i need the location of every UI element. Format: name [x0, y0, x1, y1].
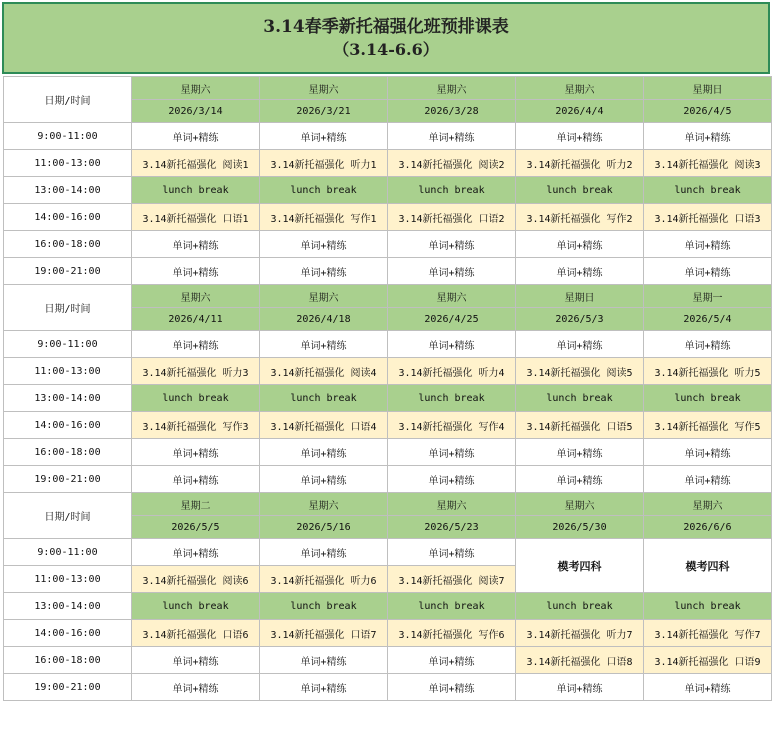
study-cell[interactable]: 单词+精练 [388, 123, 516, 150]
time-slot-cell[interactable]: 14:00-16:00 [4, 620, 132, 647]
course-cell[interactable]: 3.14新托福强化 阅读2 [388, 150, 516, 177]
mock-exam-cell[interactable]: 模考四科 [516, 539, 644, 593]
lunch-break-cell[interactable]: lunch break [388, 177, 516, 204]
date-cell[interactable]: 2026/3/28 [388, 100, 516, 123]
lunch-break-cell[interactable]: lunch break [516, 593, 644, 620]
course-cell[interactable]: 3.14新托福强化 口语8 [516, 647, 644, 674]
date-cell[interactable]: 2026/5/3 [516, 308, 644, 331]
table-row [4, 204, 772, 231]
weekday-cell[interactable]: 星期六 [516, 493, 644, 516]
weekday-cell[interactable]: 星期六 [388, 493, 516, 516]
date-cell[interactable]: 2026/3/21 [260, 100, 388, 123]
course-cell[interactable]: 3.14新托福强化 写作5 [644, 412, 772, 439]
lunch-break-cell[interactable]: lunch break [516, 385, 644, 412]
table-row [4, 647, 772, 674]
lunch-break-cell[interactable]: lunch break [388, 385, 516, 412]
title-line-2: （3.14-6.6） [333, 40, 439, 59]
date-cell[interactable]: 2026/5/4 [644, 308, 772, 331]
course-cell[interactable]: 3.14新托福强化 写作1 [260, 204, 388, 231]
weekday-row [4, 493, 772, 516]
course-cell[interactable]: 3.14新托福强化 听力6 [260, 566, 388, 593]
time-slot-cell[interactable]: 9:00-11:00 [4, 123, 132, 150]
table-row [4, 358, 772, 385]
date-cell[interactable]: 2026/4/18 [260, 308, 388, 331]
weekday-cell[interactable]: 星期六 [260, 285, 388, 308]
course-cell[interactable]: 3.14新托福强化 写作4 [388, 412, 516, 439]
course-cell[interactable]: 3.14新托福强化 口语6 [132, 620, 260, 647]
study-cell[interactable]: 单词+精练 [516, 674, 644, 701]
schedule-table [3, 76, 772, 701]
study-cell[interactable]: 单词+精练 [516, 466, 644, 493]
weekday-cell[interactable]: 星期一 [644, 285, 772, 308]
table-row [4, 177, 772, 204]
course-cell[interactable]: 3.14新托福强化 听力5 [644, 358, 772, 385]
study-cell[interactable]: 单词+精练 [260, 231, 388, 258]
lunch-break-cell[interactable]: lunch break [132, 385, 260, 412]
study-cell[interactable]: 单词+精练 [260, 466, 388, 493]
time-slot-cell[interactable]: 16:00-18:00 [4, 439, 132, 466]
course-cell[interactable]: 3.14新托福强化 阅读7 [388, 566, 516, 593]
weekday-cell[interactable]: 星期六 [388, 77, 516, 100]
study-cell[interactable]: 单词+精练 [132, 258, 260, 285]
weekday-cell[interactable]: 星期六 [132, 77, 260, 100]
date-cell[interactable]: 2026/4/11 [132, 308, 260, 331]
lunch-break-cell[interactable]: lunch break [516, 177, 644, 204]
table-row [4, 620, 772, 647]
lunch-break-cell[interactable]: lunch break [132, 177, 260, 204]
lunch-break-cell[interactable]: lunch break [260, 385, 388, 412]
course-cell[interactable]: 3.14新托福强化 口语9 [644, 647, 772, 674]
time-slot-cell[interactable]: 11:00-13:00 [4, 566, 132, 593]
lunch-break-cell[interactable]: lunch break [644, 593, 772, 620]
study-cell[interactable]: 单词+精练 [516, 123, 644, 150]
study-cell[interactable]: 单词+精练 [260, 331, 388, 358]
study-cell[interactable]: 单词+精练 [388, 258, 516, 285]
mock-exam-cell[interactable]: 模考四科 [644, 539, 772, 593]
study-cell[interactable]: 单词+精练 [388, 439, 516, 466]
course-cell[interactable]: 3.14新托福强化 写作3 [132, 412, 260, 439]
study-cell[interactable]: 单词+精练 [516, 439, 644, 466]
schedule-title [2, 2, 770, 74]
study-cell[interactable]: 单词+精练 [132, 231, 260, 258]
study-cell[interactable]: 单词+精练 [260, 439, 388, 466]
study-cell[interactable]: 单词+精练 [516, 331, 644, 358]
study-cell[interactable]: 单词+精练 [132, 123, 260, 150]
table-row [4, 231, 772, 258]
date-cell[interactable]: 2026/5/5 [132, 516, 260, 539]
date-cell[interactable]: 2026/5/16 [260, 516, 388, 539]
study-cell[interactable]: 单词+精练 [260, 258, 388, 285]
table-row [4, 123, 772, 150]
time-slot-cell[interactable]: 13:00-14:00 [4, 385, 132, 412]
date-time-header[interactable]: 日期/时间 [4, 77, 132, 123]
course-cell[interactable]: 3.14新托福强化 听力3 [132, 358, 260, 385]
course-cell[interactable]: 3.14新托福强化 阅读4 [260, 358, 388, 385]
date-cell[interactable]: 2026/6/6 [644, 516, 772, 539]
date-cell[interactable]: 2026/5/30 [516, 516, 644, 539]
table-row [4, 539, 772, 566]
weekday-cell[interactable]: 星期六 [132, 285, 260, 308]
course-cell[interactable]: 3.14新托福强化 听力7 [516, 620, 644, 647]
course-cell[interactable]: 3.14新托福强化 口语7 [260, 620, 388, 647]
study-cell[interactable]: 单词+精练 [132, 539, 260, 566]
title-line-1: 3.14春季新托福强化班预排课表 [263, 17, 509, 37]
weekday-cell[interactable]: 星期六 [644, 493, 772, 516]
study-cell[interactable]: 单词+精练 [388, 231, 516, 258]
study-cell[interactable]: 单词+精练 [388, 466, 516, 493]
study-cell[interactable]: 单词+精练 [260, 123, 388, 150]
table-row [4, 331, 772, 358]
course-cell[interactable]: 3.14新托福强化 听力1 [260, 150, 388, 177]
weekday-cell[interactable]: 星期六 [388, 285, 516, 308]
weekday-cell[interactable]: 星期二 [132, 493, 260, 516]
study-cell[interactable]: 单词+精练 [644, 674, 772, 701]
time-slot-cell[interactable]: 13:00-14:00 [4, 593, 132, 620]
time-slot-cell[interactable]: 11:00-13:00 [4, 358, 132, 385]
course-cell[interactable]: 3.14新托福强化 写作7 [644, 620, 772, 647]
date-cell[interactable]: 2026/4/4 [516, 100, 644, 123]
study-cell[interactable]: 单词+精练 [260, 674, 388, 701]
course-cell[interactable]: 3.14新托福强化 口语2 [388, 204, 516, 231]
course-cell[interactable]: 3.14新托福强化 口语3 [644, 204, 772, 231]
lunch-break-cell[interactable]: lunch break [644, 385, 772, 412]
lunch-break-cell[interactable]: lunch break [260, 593, 388, 620]
table-row [4, 258, 772, 285]
study-cell[interactable]: 单词+精练 [644, 231, 772, 258]
study-cell[interactable]: 单词+精练 [132, 674, 260, 701]
study-cell[interactable]: 单词+精练 [388, 539, 516, 566]
study-cell[interactable]: 单词+精练 [516, 231, 644, 258]
table-row [4, 593, 772, 620]
study-cell[interactable]: 单词+精练 [132, 466, 260, 493]
time-slot-cell[interactable]: 11:00-13:00 [4, 150, 132, 177]
course-cell[interactable]: 3.14新托福强化 听力4 [388, 358, 516, 385]
study-cell[interactable]: 单词+精练 [644, 331, 772, 358]
time-slot-cell[interactable]: 13:00-14:00 [4, 177, 132, 204]
study-cell[interactable]: 单词+精练 [260, 647, 388, 674]
date-cell[interactable]: 2026/3/14 [132, 100, 260, 123]
date-time-header[interactable]: 日期/时间 [4, 493, 132, 539]
table-row [4, 439, 772, 466]
course-cell[interactable]: 3.14新托福强化 阅读5 [516, 358, 644, 385]
weekday-cell[interactable]: 星期日 [644, 77, 772, 100]
date-cell[interactable]: 2026/5/23 [388, 516, 516, 539]
course-cell[interactable]: 3.14新托福强化 听力2 [516, 150, 644, 177]
course-cell[interactable]: 3.14新托福强化 阅读6 [132, 566, 260, 593]
course-cell[interactable]: 3.14新托福强化 写作2 [516, 204, 644, 231]
time-slot-cell[interactable]: 16:00-18:00 [4, 231, 132, 258]
weekday-cell[interactable]: 星期六 [516, 77, 644, 100]
table-row [4, 150, 772, 177]
lunch-break-cell[interactable]: lunch break [388, 593, 516, 620]
course-cell[interactable]: 3.14新托福强化 口语1 [132, 204, 260, 231]
study-cell[interactable]: 单词+精练 [388, 674, 516, 701]
date-cell[interactable]: 2026/4/5 [644, 100, 772, 123]
time-slot-cell[interactable]: 9:00-11:00 [4, 539, 132, 566]
study-cell[interactable]: 单词+精练 [388, 647, 516, 674]
lunch-break-cell[interactable]: lunch break [644, 177, 772, 204]
date-time-header[interactable]: 日期/时间 [4, 285, 132, 331]
course-cell[interactable]: 3.14新托福强化 口语4 [260, 412, 388, 439]
weekday-cell[interactable]: 星期六 [260, 493, 388, 516]
table-row [4, 466, 772, 493]
study-cell[interactable]: 单词+精练 [516, 258, 644, 285]
weekday-cell[interactable]: 星期日 [516, 285, 644, 308]
time-slot-cell[interactable]: 14:00-16:00 [4, 204, 132, 231]
lunch-break-cell[interactable]: lunch break [260, 177, 388, 204]
table-row [4, 674, 772, 701]
study-cell[interactable]: 单词+精练 [644, 258, 772, 285]
course-cell[interactable]: 3.14新托福强化 阅读1 [132, 150, 260, 177]
study-cell[interactable]: 单词+精练 [644, 123, 772, 150]
time-slot-cell[interactable]: 19:00-21:00 [4, 466, 132, 493]
course-cell[interactable]: 3.14新托福强化 写作6 [388, 620, 516, 647]
lunch-break-cell[interactable]: lunch break [132, 593, 260, 620]
weekday-row [4, 77, 772, 100]
study-cell[interactable]: 单词+精练 [132, 439, 260, 466]
study-cell[interactable]: 单词+精练 [260, 539, 388, 566]
study-cell[interactable]: 单词+精练 [132, 331, 260, 358]
course-cell[interactable]: 3.14新托福强化 口语5 [516, 412, 644, 439]
weekday-row [4, 285, 772, 308]
weekday-cell[interactable]: 星期六 [260, 77, 388, 100]
study-cell[interactable]: 单词+精练 [644, 466, 772, 493]
study-cell[interactable]: 单词+精练 [132, 647, 260, 674]
time-slot-cell[interactable]: 19:00-21:00 [4, 674, 132, 701]
study-cell[interactable]: 单词+精练 [644, 439, 772, 466]
time-slot-cell[interactable]: 16:00-18:00 [4, 647, 132, 674]
study-cell[interactable]: 单词+精练 [388, 331, 516, 358]
time-slot-cell[interactable]: 9:00-11:00 [4, 331, 132, 358]
table-row [4, 412, 772, 439]
time-slot-cell[interactable]: 19:00-21:00 [4, 258, 132, 285]
course-cell[interactable]: 3.14新托福强化 阅读3 [644, 150, 772, 177]
table-row [4, 385, 772, 412]
time-slot-cell[interactable]: 14:00-16:00 [4, 412, 132, 439]
date-cell[interactable]: 2026/4/25 [388, 308, 516, 331]
